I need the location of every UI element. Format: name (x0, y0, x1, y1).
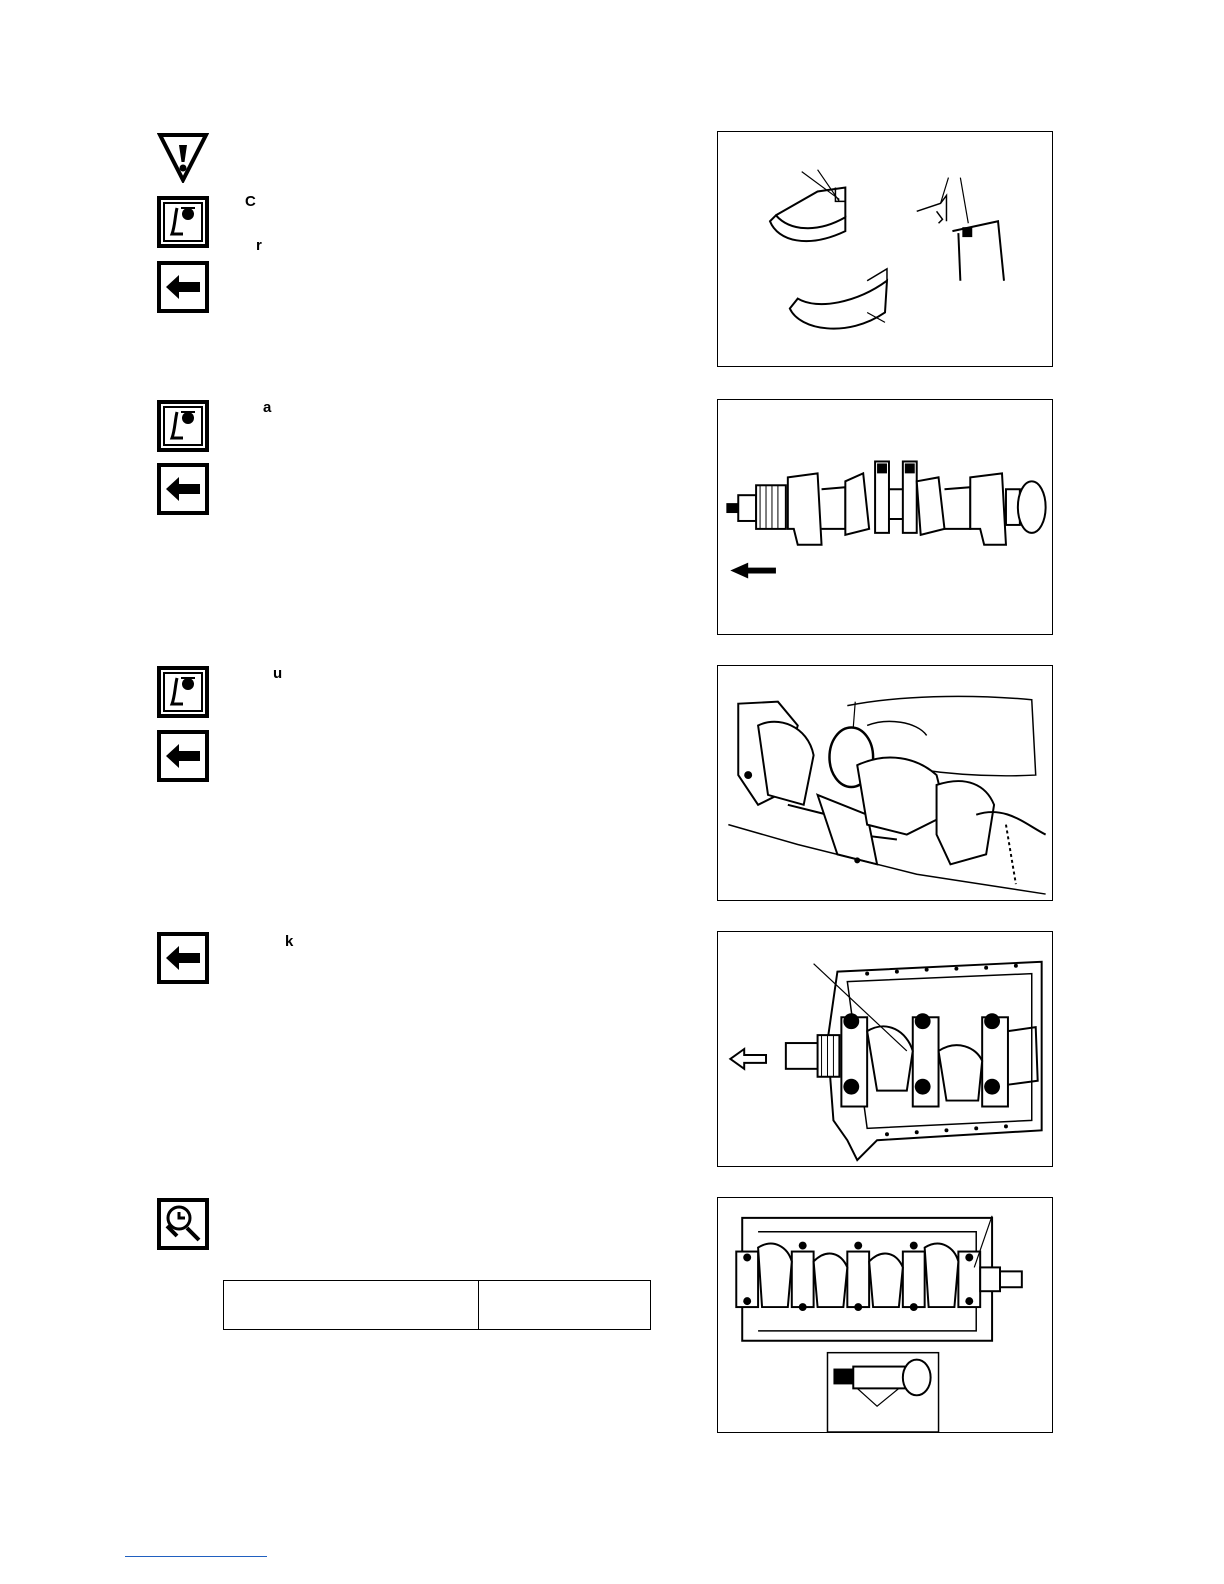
footer-rule (125, 1556, 267, 1557)
thrust-washer-figure (717, 665, 1053, 901)
install-arrow-icon (157, 463, 209, 515)
main-bearing-caps-figure (717, 1197, 1053, 1433)
oil-can-icon (157, 666, 209, 718)
crankshaft-install-figure (717, 931, 1053, 1167)
table-cell (224, 1281, 479, 1329)
text-fragment: r (256, 237, 262, 254)
text-fragment: u (273, 665, 283, 682)
oil-can-icon (157, 400, 209, 452)
table-cell (479, 1281, 650, 1329)
text-fragment: C (245, 193, 256, 210)
warning-icon (157, 131, 209, 183)
install-arrow-icon (157, 932, 209, 984)
text-fragment: a (263, 399, 272, 416)
specification-table (223, 1280, 651, 1330)
install-arrow-icon (157, 261, 209, 313)
crankshaft-figure (717, 399, 1053, 635)
oil-can-icon (157, 196, 209, 248)
bearing-shells-figure (717, 131, 1053, 367)
install-arrow-icon (157, 730, 209, 782)
text-fragment: k (285, 933, 294, 950)
torque-wrench-icon (157, 1198, 209, 1250)
